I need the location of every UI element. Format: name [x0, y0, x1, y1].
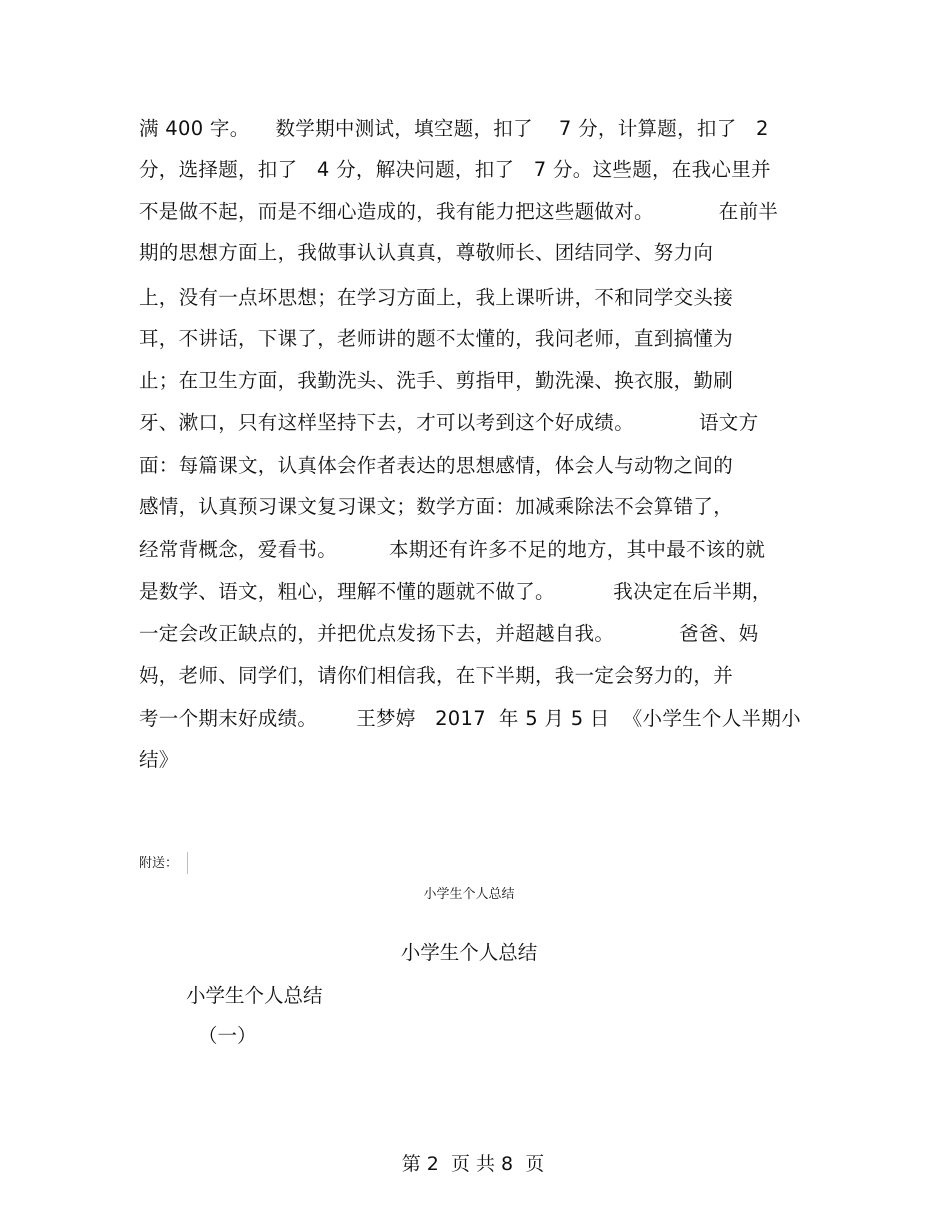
body-text-line-3: 不是做不起，而是不细心造成的，我有能力把这些题做对。 在前半 — [139, 200, 779, 223]
body-text-line-11: 经常背概念，爱看书。 本期还有许多不足的地方，其中最不该的就 — [139, 538, 766, 561]
appendix-small-title: 小学生个人总结 — [423, 887, 515, 902]
body-text-line-12: 是数学、语文，粗心，理解不懂的题就不做了。 我决定在后半期， — [139, 580, 772, 603]
body-text-line-13: 一定会改正缺点的，并把优点发扬下去，并超越自我。 爸爸、妈 — [139, 622, 759, 645]
body-text-line-10: 感情，认真预习课文复习课文；数学方面：加减乘除法不会算错了， — [139, 495, 734, 518]
body-text-line-9: 面：每篇课文，认真体会作者表达的思想感情，体会人与动物之间的 — [139, 454, 734, 477]
appendix-divider — [187, 852, 188, 874]
body-text-line-14: 妈，老师、同学们，请你们相信我，在下半期，我一定会努力的，并 — [139, 664, 734, 687]
body-text-line-7: 止；在卫生方面，我勤洗头、洗手、剪指甲，勤洗澡、换衣服，勤刷 — [139, 369, 734, 392]
appendix-subtitle: 小学生个人总结 — [186, 984, 323, 1007]
page-footer: 第 2 页 共 8 页 — [401, 1153, 545, 1175]
body-text-line-5: 上，没有一点坏思想；在学习方面上，我上课听讲，不和同学交头接 — [139, 286, 734, 309]
appendix-section-number: （一） — [198, 1024, 257, 1047]
appendix-label: 附送： — [139, 856, 179, 871]
body-text-line-15: 考一个期末好成绩。 王梦婷 2017 年 5 月 5 日 《小学生个人半期小 — [139, 707, 801, 730]
body-text-line-8: 牙、漱口，只有这样坚持下去，才可以考到这个好成绩。 语文方 — [139, 411, 759, 434]
body-text-line-4: 期的思想方面上，我做事认认真真，尊敬师长、团结同学、努力向 — [139, 241, 714, 264]
body-text-line-2: 分，选择题，扣了 4 分，解决问题，扣了 7 分。这些题，在我心里并 — [139, 158, 771, 181]
appendix-main-title: 小学生个人总结 — [400, 941, 538, 964]
body-text-line-16: 结》 — [139, 748, 179, 771]
body-text-line-1: 满 400 字。 数学期中测试，填空题，扣了 7 分，计算题，扣了 2 — [139, 117, 769, 140]
body-text-line-6: 耳，不讲话，下课了，老师讲的题不太懂的，我问老师，直到搞懂为 — [139, 327, 734, 350]
